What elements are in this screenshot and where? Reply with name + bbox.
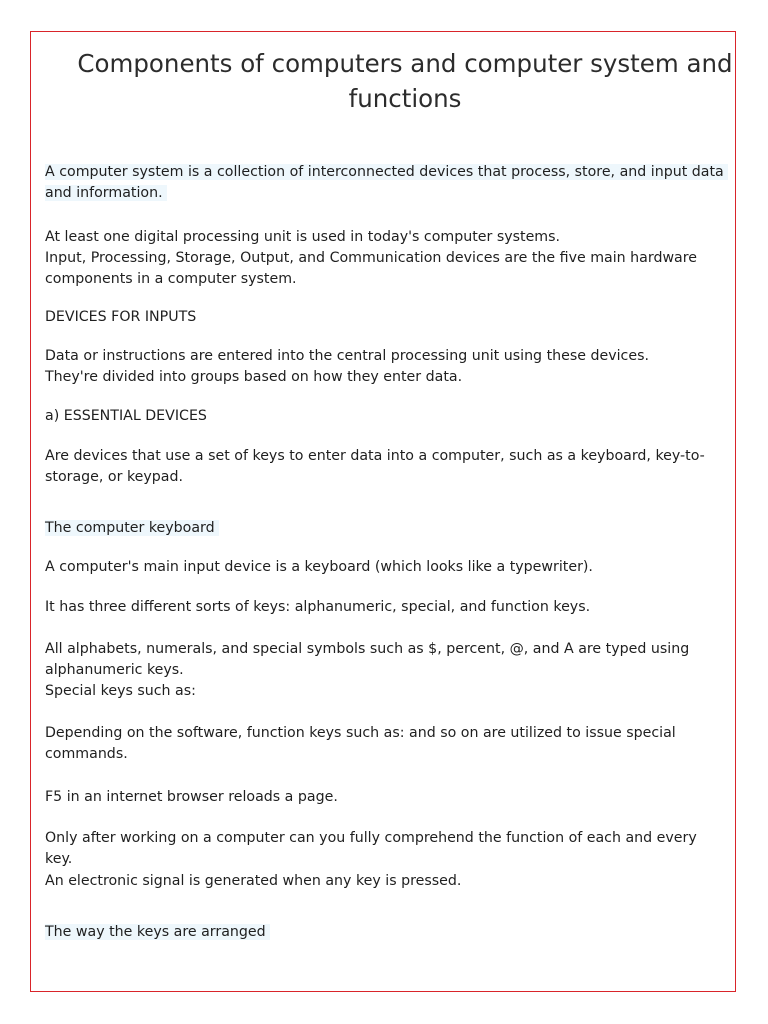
input-devices-line-2: They're divided into groups based on how they enter data.	[45, 369, 463, 385]
intro-text: A computer system is a collection of interconnected devices that process, store, and input data and information.	[45, 164, 728, 201]
keys-arranged-paragraph	[45, 922, 725, 943]
key-types-paragraph: It has three different sorts of keys: alphanumeric, special, and function keys.	[45, 599, 591, 615]
alphanumeric-line: All alphabets, numerals, and special symbols such as $, percent, @, and A are typed using alphanumeric keys.	[45, 641, 690, 678]
processing-paragraph	[45, 227, 725, 290]
keyboard-main-device-paragraph: A computer's main input device is a keyboard (which looks like a typewriter).	[45, 559, 593, 575]
section-heading-essential: a) ESSENTIAL DEVICES	[45, 408, 207, 424]
intro-paragraph	[45, 162, 725, 204]
keyboard-heading-paragraph	[45, 518, 725, 539]
essential-devices-paragraph: Are devices that use a set of keys to enter data into a computer, such as a keyboard, key-to-storage, or keypad.	[45, 448, 705, 485]
f5-paragraph: F5 in an internet browser reloads a page.	[45, 789, 338, 805]
processing-line-2: Input, Processing, Storage, Output, and Communication devices are the five main hardware components in a computer system.	[45, 250, 698, 287]
special-keys-line: Special keys such as:	[45, 683, 196, 699]
document-title: Components of computers and computer system and functions	[77, 49, 733, 113]
alphanumeric-paragraph	[45, 639, 725, 702]
keys-arranged-heading: The way the keys are arranged	[45, 924, 270, 940]
electronic-signal-paragraph: An electronic signal is generated when any key is pressed.	[45, 873, 462, 889]
processing-line-1: At least one digital processing unit is used in today's computer systems.	[45, 229, 561, 245]
input-devices-paragraph	[45, 346, 725, 388]
function-keys-paragraph: Depending on the software, function keys such as: and so on are utilized to issue special commands.	[45, 725, 676, 762]
section-heading-inputs: DEVICES FOR INPUTS	[45, 309, 197, 325]
keyboard-heading: The computer keyboard	[45, 520, 219, 536]
input-devices-line-1: Data or instructions are entered into the central processing unit using these devices.	[45, 348, 649, 364]
comprehend-paragraph: Only after working on a computer can you fully comprehend the function of each and every key.	[45, 830, 697, 867]
